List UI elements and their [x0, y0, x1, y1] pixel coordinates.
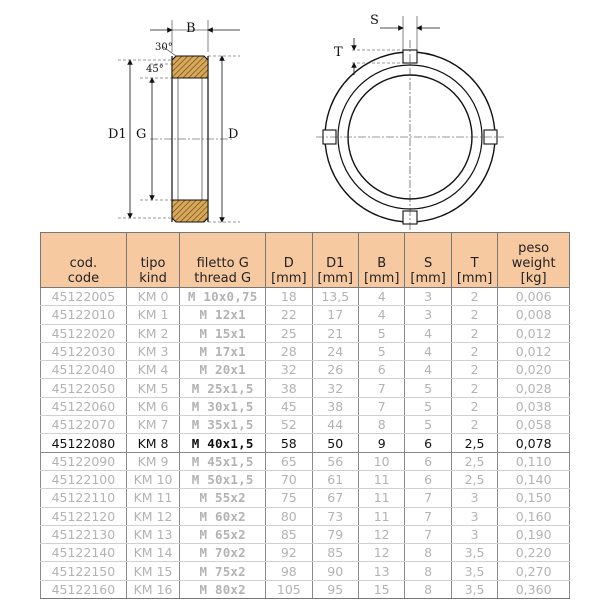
dimensions-table: [40, 232, 570, 599]
cell-s: 4: [405, 361, 451, 379]
cell-b: 15: [358, 580, 404, 598]
cell-d: 98: [266, 562, 312, 580]
header-line: S: [423, 256, 433, 271]
cell-d1: 24: [312, 342, 358, 360]
cell-d1: 13,5: [312, 288, 358, 306]
table-body: [41, 288, 570, 599]
cell-thread: M 75x2: [180, 562, 266, 580]
cell-d: 22: [266, 306, 312, 324]
cell-thread: M 25x1,5: [180, 379, 266, 397]
cell-kind: KM 5: [126, 379, 180, 397]
cell-d1: 44: [312, 416, 358, 434]
header-thread: [180, 233, 266, 288]
cell-d1: 38: [312, 397, 358, 415]
cell-s: 3: [405, 306, 451, 324]
header-line: peso: [518, 241, 550, 256]
cell-d: 70: [266, 470, 312, 488]
cell-thread: M 12x1: [180, 306, 266, 324]
cell-s: 5: [405, 379, 451, 397]
angle-45-label: 45°: [146, 64, 164, 75]
header-code: [41, 233, 127, 288]
cell-d1: 85: [312, 544, 358, 562]
cell-weight: 0,360: [498, 580, 570, 598]
cell-t: 2: [451, 288, 497, 306]
cell-s: 7: [405, 489, 451, 507]
cell-s: 8: [405, 562, 451, 580]
header-line: tipo: [140, 256, 166, 271]
cell-d1: 56: [312, 452, 358, 470]
header-d: [266, 233, 312, 288]
cell-s: 6: [405, 434, 451, 452]
cell-code: 45122040: [41, 361, 127, 379]
cell-code: 45122140: [41, 544, 127, 562]
cell-t: 2: [451, 361, 497, 379]
label-d1: D1: [108, 127, 127, 142]
cell-s: 6: [405, 452, 451, 470]
cell-code: 45122090: [41, 452, 127, 470]
cell-thread: M 30x1,5: [180, 397, 266, 415]
cell-t: 2: [451, 397, 497, 415]
cell-d1: 95: [312, 580, 358, 598]
cell-weight: 0,160: [498, 507, 570, 525]
cell-thread: M 17x1: [180, 342, 266, 360]
cell-b: 12: [358, 544, 404, 562]
cell-s: 4: [405, 342, 451, 360]
cell-thread: M 80x2: [180, 580, 266, 598]
cell-kind: KM 15: [126, 562, 180, 580]
table-row: [41, 416, 570, 434]
cell-kind: KM 4: [126, 361, 180, 379]
cell-b: 12: [358, 525, 404, 543]
cell-kind: KM 9: [126, 452, 180, 470]
cell-thread: M 35x1,5: [180, 416, 266, 434]
header-line: D1: [326, 256, 345, 271]
cell-thread: M 65x2: [180, 525, 266, 543]
header-line: D: [283, 256, 294, 271]
cell-code: 45122010: [41, 306, 127, 324]
cell-b: 4: [358, 306, 404, 324]
header-line: code: [67, 271, 100, 286]
header-unit: [mm]: [456, 271, 493, 286]
cell-s: 6: [405, 470, 451, 488]
cell-d: 45: [266, 397, 312, 415]
cell-weight: 0,220: [498, 544, 570, 562]
header-unit: [mm]: [317, 271, 353, 286]
cell-code: 45122130: [41, 525, 127, 543]
table-row: [41, 470, 570, 488]
cell-d: 58: [266, 434, 312, 452]
cell-b: 10: [358, 452, 404, 470]
cell-d1: 26: [312, 361, 358, 379]
cell-d: 28: [266, 342, 312, 360]
header-t: [451, 233, 497, 288]
cell-d1: 79: [312, 525, 358, 543]
table-row: [41, 324, 570, 342]
cell-weight: 0,110: [498, 452, 570, 470]
cell-kind: KM 8: [126, 434, 180, 452]
header-s: [405, 233, 451, 288]
cell-d: 105: [266, 580, 312, 598]
header-line: kind: [139, 271, 167, 286]
cell-d: 25: [266, 324, 312, 342]
cell-t: 2: [451, 306, 497, 324]
header-line: weight: [511, 256, 556, 271]
table-row: [41, 288, 570, 306]
cell-code: 45122030: [41, 342, 127, 360]
header-unit: [mm]: [410, 271, 446, 286]
cell-t: 2,5: [451, 434, 497, 452]
header-line: T: [470, 256, 479, 271]
cell-b: 9: [358, 434, 404, 452]
cell-thread: M 40x1,5: [180, 434, 266, 452]
cell-kind: KM 3: [126, 342, 180, 360]
label-b: B: [186, 21, 196, 36]
cell-t: 3: [451, 507, 497, 525]
label-g: G: [136, 127, 147, 142]
table-row: [41, 342, 570, 360]
cell-thread: M 70x2: [180, 544, 266, 562]
header-kind: [126, 233, 180, 288]
cell-s: 5: [405, 397, 451, 415]
cell-t: 3,5: [451, 544, 497, 562]
cell-code: 45122050: [41, 379, 127, 397]
cell-thread: M 15x1: [180, 324, 266, 342]
table-row: [41, 507, 570, 525]
cell-kind: KM 13: [126, 525, 180, 543]
cell-t: 2: [451, 379, 497, 397]
cell-b: 8: [358, 416, 404, 434]
cell-d1: 17: [312, 306, 358, 324]
cell-kind: KM 10: [126, 470, 180, 488]
cell-code: 45122080: [41, 434, 127, 452]
cell-code: 45122150: [41, 562, 127, 580]
cell-code: 45122070: [41, 416, 127, 434]
cell-b: 11: [358, 489, 404, 507]
cell-d1: 73: [312, 507, 358, 525]
cell-kind: KM 0: [126, 288, 180, 306]
cell-thread: M 10x0,75: [180, 288, 266, 306]
cell-thread: M 60x2: [180, 507, 266, 525]
cell-d1: 50: [312, 434, 358, 452]
cell-kind: KM 16: [126, 580, 180, 598]
cell-code: 45122005: [41, 288, 127, 306]
table-row: [41, 306, 570, 324]
header-line: thread G: [194, 271, 252, 286]
table-row: [41, 361, 570, 379]
cell-t: 2: [451, 416, 497, 434]
cell-weight: 0,012: [498, 342, 570, 360]
cell-s: 8: [405, 544, 451, 562]
header-unit: [kg]: [520, 271, 547, 286]
cell-b: 11: [358, 507, 404, 525]
cell-b: 4: [358, 288, 404, 306]
cell-b: 5: [358, 342, 404, 360]
cell-weight: 0,270: [498, 562, 570, 580]
cell-code: 45122120: [41, 507, 127, 525]
cell-code: 45122110: [41, 489, 127, 507]
cell-thread: M 50x1,5: [180, 470, 266, 488]
cell-t: 2: [451, 342, 497, 360]
table-header-row: [41, 233, 570, 288]
cell-weight: 0,190: [498, 525, 570, 543]
cell-b: 5: [358, 324, 404, 342]
label-s: S: [370, 13, 379, 28]
header-d1: [312, 233, 358, 288]
cell-weight: 0,140: [498, 470, 570, 488]
cell-weight: 0,028: [498, 379, 570, 397]
cell-d: 80: [266, 507, 312, 525]
angle-30-label: 30°: [155, 42, 173, 53]
cell-b: 7: [358, 379, 404, 397]
cell-s: 5: [405, 416, 451, 434]
header-weight: [498, 233, 570, 288]
table-row: [41, 562, 570, 580]
section-view: [108, 20, 240, 222]
cell-code: 45122100: [41, 470, 127, 488]
cell-t: 3,5: [451, 580, 497, 598]
cell-d1: 21: [312, 324, 358, 342]
cell-kind: KM 2: [126, 324, 180, 342]
header-line: filetto G: [196, 256, 249, 271]
cell-weight: 0,058: [498, 416, 570, 434]
cell-code: 45122160: [41, 580, 127, 598]
header-line: cod.: [69, 256, 98, 271]
cell-weight: 0,038: [498, 397, 570, 415]
cell-kind: KM 1: [126, 306, 180, 324]
cell-d: 32: [266, 361, 312, 379]
cell-d1: 32: [312, 379, 358, 397]
cell-thread: M 55x2: [180, 489, 266, 507]
cell-kind: KM 12: [126, 507, 180, 525]
header-unit: [mm]: [363, 271, 400, 286]
cell-d: 92: [266, 544, 312, 562]
cell-t: 3: [451, 525, 497, 543]
cell-weight: 0,012: [498, 324, 570, 342]
cell-s: 7: [405, 507, 451, 525]
cell-d1: 90: [312, 562, 358, 580]
cell-d: 52: [266, 416, 312, 434]
cell-t: 3: [451, 489, 497, 507]
cell-s: 7: [405, 525, 451, 543]
cell-kind: KM 14: [126, 544, 180, 562]
table-row: [41, 580, 570, 598]
cell-s: 4: [405, 324, 451, 342]
cell-kind: KM 7: [126, 416, 180, 434]
cell-s: 8: [405, 580, 451, 598]
label-d: D: [228, 127, 239, 142]
cell-b: 7: [358, 397, 404, 415]
table-row: [41, 525, 570, 543]
header-line: B: [377, 256, 387, 271]
cell-d: 18: [266, 288, 312, 306]
cell-s: 3: [405, 288, 451, 306]
cell-thread: M 45x1,5: [180, 452, 266, 470]
cell-weight: 0,150: [498, 489, 570, 507]
cell-d: 75: [266, 489, 312, 507]
cell-b: 6: [358, 361, 404, 379]
table-row: [41, 379, 570, 397]
cell-d: 85: [266, 525, 312, 543]
cell-d1: 61: [312, 470, 358, 488]
cell-weight: 0,006: [498, 288, 570, 306]
cell-d1: 67: [312, 489, 358, 507]
cell-kind: KM 11: [126, 489, 180, 507]
table-row: [41, 397, 570, 415]
cell-thread: M 20x1: [180, 361, 266, 379]
cell-d: 38: [266, 379, 312, 397]
header-b: [358, 233, 404, 288]
table-row: [41, 489, 570, 507]
cell-d: 65: [266, 452, 312, 470]
table-row: [41, 544, 570, 562]
cell-kind: KM 6: [126, 397, 180, 415]
table-row: [41, 452, 570, 470]
technical-drawing: [0, 0, 608, 232]
cell-t: 3,5: [451, 562, 497, 580]
cell-t: 2,5: [451, 452, 497, 470]
cell-code: 45122060: [41, 397, 127, 415]
cell-t: 2,5: [451, 470, 497, 488]
front-view: [316, 13, 504, 232]
cell-weight: 0,020: [498, 361, 570, 379]
table-row: [41, 434, 570, 452]
cell-weight: 0,078: [498, 434, 570, 452]
cell-weight: 0,008: [498, 306, 570, 324]
cell-code: 45122020: [41, 324, 127, 342]
label-t: T: [334, 45, 343, 60]
cell-b: 13: [358, 562, 404, 580]
header-unit: [mm]: [271, 271, 307, 286]
cell-b: 11: [358, 470, 404, 488]
cell-t: 2: [451, 324, 497, 342]
